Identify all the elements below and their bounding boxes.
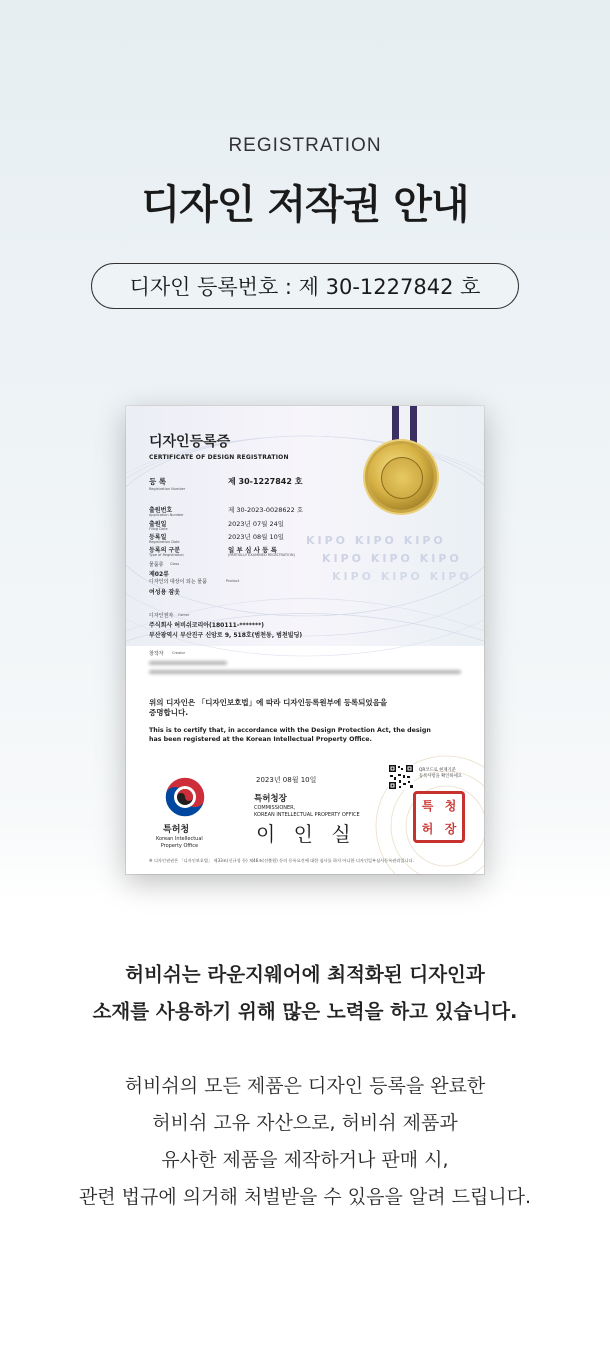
product-value: 여성용 잠옷 [149,589,181,596]
blurred-creator-line [149,670,461,674]
owner-name: 주식회사 허비쉬코리아(180111-*******) [149,622,265,629]
design-effort-statement: 허비쉬는 라운지웨어에 최적화된 디자인과 소재를 사용하기 위해 많은 노력을 하고 있습니다. [92,963,518,1023]
owner-address: 부산광역시 부산진구 신암로 9, 518호(범천동, 범천빌딩) [149,632,303,639]
declaration-en: This is to certify that, in accordance with the Design Protection Act, the design has been registered at the Korean Intellectual Property Office. [149,727,431,743]
creator-label: 창작자 [149,651,164,657]
kipo-taeguk-logo-icon [164,776,206,818]
issue-date: 2023년 08월 10일 [256,776,317,784]
cert-row-label-en: Registration Date [149,540,180,544]
certificate-title-en: CERTIFICATE OF DESIGN REGISTRATION [149,454,289,461]
commissioner-title-en: COMMISSIONER, KOREAN INTELLECTUAL PROPERTY OFFICE [254,805,360,818]
reg-label-en: Registration Number [149,487,186,491]
reg-number: 제 30-1227842 호 [228,477,303,486]
design-certificate [126,406,484,874]
cert-row-label-en: Type of Registration [149,553,184,557]
cert-row-label-en: Filing Date [149,527,168,531]
certificate-footer-note: ※ 디자인권권은 「디자인보호법」 제33조(신규성 등) 제46조(선출원) 등의 등록요건에 대한 심사를 하지 아니한 디자인일부심사등록권리입니다. [149,858,414,863]
type-of-registration-en: (PARTIALLY EXAMINED REGISTRATION) [228,553,295,557]
cert-row-label: 출원번호 [149,507,173,514]
copyright-notice: 허비쉬의 모든 제품은 디자인 등록을 완료한 허비쉬 고유 자산으로, 허비쉬 제품과 유사한 제품을 제작하거나 판매 시, 관련 법규에 의거해 처벌받을 수 있음을 알려 드립니다. [78,1075,532,1208]
owner-label-en: Owner [178,613,190,617]
registration-eyebrow: REGISTRATION [228,135,382,156]
office-name: 특허청 [163,825,190,835]
creator-label-en: Creator [172,651,186,655]
gold-seal-icon [368,444,434,510]
registration-number-pill [91,263,519,309]
commissioner-title: 특허청장 [254,794,287,804]
cert-row-label: 등록의 구분 [149,547,181,554]
owner-label: 디자인권자 [149,613,174,619]
watermark-row-2: KIPO KIPO KIPO [322,552,462,565]
official-red-stamp-icon: 특 청 허 장 [413,791,465,843]
cert-row-label-en: Application Number [149,513,184,517]
product-label: 디자인의 대상이 되는 물품 [149,579,207,585]
blurred-creator-line [149,661,227,665]
registration-number-text: 디자인 등록번호 : 제 30-1227842 호 [129,275,481,299]
class-value: 제02류 [149,571,169,578]
cert-row-value: 제 30-2023-0028622 호 [228,506,304,514]
watermark-row-3: KIPO KIPO KIPO [332,570,472,583]
certificate-title: 디자인등록증 [149,434,231,450]
qr-code-icon [388,764,414,790]
cert-row-value: 2023년 07월 24일 [228,520,285,528]
qr-instructions: QR코드로 현재기준 등록사항을 확인하세요 [419,768,462,779]
commissioner-signature: 이 인 실 [256,822,357,846]
class-label: 물품류 [149,562,164,568]
reg-label: 등 록 [149,477,167,486]
class-label-en: Class [170,562,180,566]
declaration-ko: 위의 디자인은 「디자인보호법」에 따라 디자인등록원부에 등록되었음을 증명합니다. [149,698,388,717]
cert-row-label: 출원일 [149,521,167,528]
cert-row-label: 등록일 [149,534,167,541]
page-title: 디자인 저작권 안내 [141,182,469,228]
watermark-row-1: KIPO KIPO KIPO [306,534,446,547]
office-name-en: Korean Intellectual Property Office [156,836,203,849]
cert-row-value: 일 부 심 사 등 록 [228,546,277,554]
cert-row-value: 2023년 08월 10일 [228,533,285,541]
product-label-en: Product [226,579,240,583]
